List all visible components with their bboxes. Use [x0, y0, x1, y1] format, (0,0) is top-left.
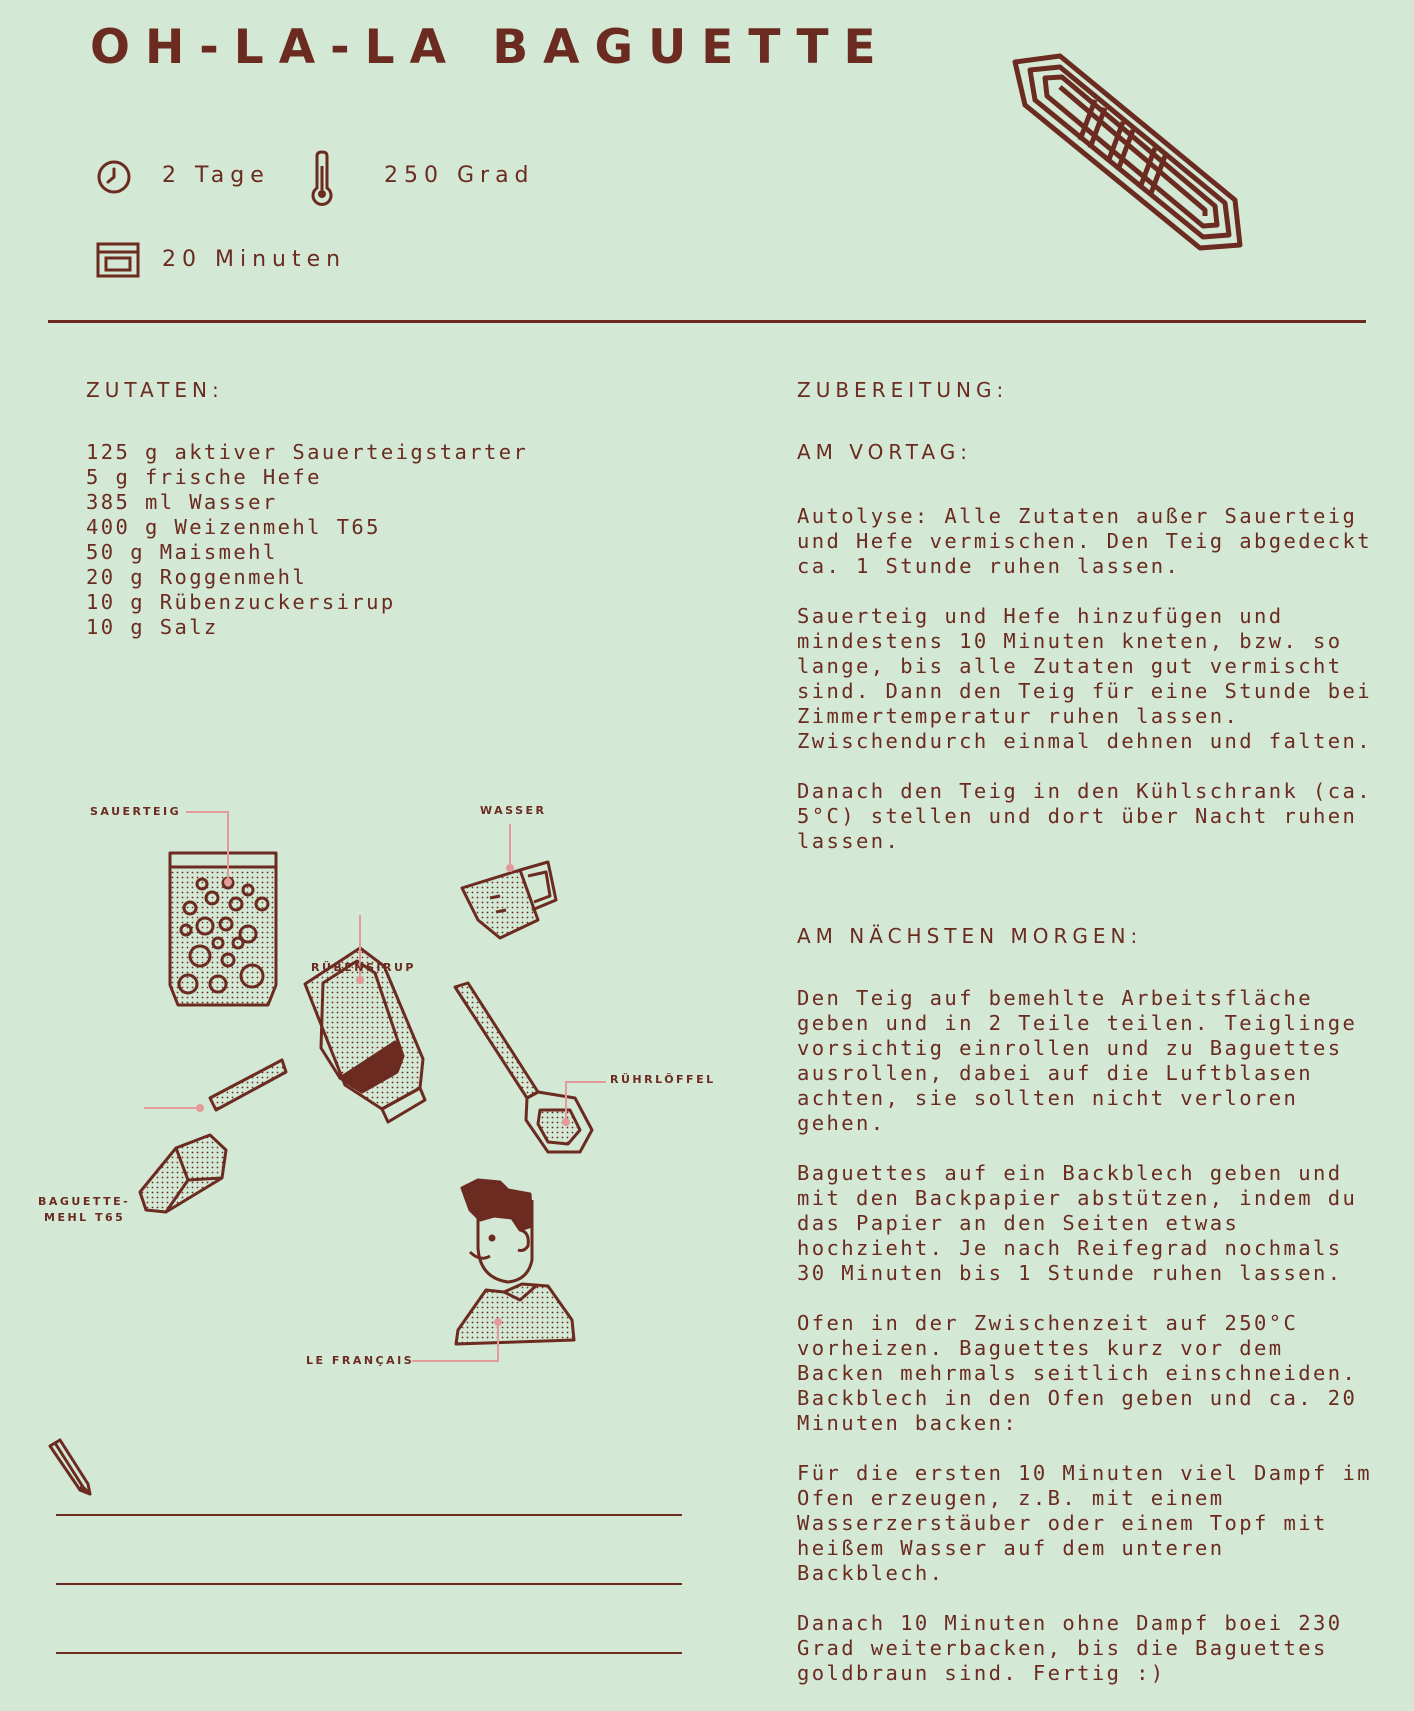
day-before-heading: AM VORTAG: [797, 440, 973, 464]
clock-icon [96, 159, 132, 195]
ingredient-item: 125 g aktiver Sauerteigstarter [86, 440, 529, 464]
preparation-heading: ZUBEREITUNG: [797, 378, 1009, 402]
ingredient-item: 50 g Maismehl [86, 540, 278, 564]
thermometer-icon [309, 150, 335, 206]
note-line[interactable] [56, 1652, 682, 1654]
bake-time-value: 20 Minuten [162, 247, 347, 272]
ingredient-item: 400 g Weizenmehl T65 [86, 515, 381, 539]
note-line[interactable] [56, 1583, 682, 1585]
water-jug-icon [462, 862, 556, 938]
ingredient-item: 10 g Rübenzuckersirup [86, 590, 396, 614]
ingredient-item: 385 ml Wasser [86, 490, 278, 514]
pencil-icon [46, 1436, 96, 1496]
step-paragraph: Baguettes auf ein Backblech geben und mit den Backpapier abstützen, indem du das Papier an den Seiten etwas hochzieht. Je nach Reifegrad nochmals 30 Minuten bis 1 Stunde ruhen lassen. [797, 1161, 1358, 1285]
ingredient-item: 5 g frische Hefe [86, 465, 322, 489]
header-divider [48, 320, 1366, 323]
step-paragraph: Den Teig auf bemehlte Arbeitsfläche geben und in 2 Teile teilen. Teiglinge vorsichtig einrollen und zu Baguettes ausrollen, dabei auf die Luftblasen achten, sie sollten nicht verloren gehen. [797, 986, 1358, 1135]
sourdough-jar-icon [170, 853, 276, 1005]
note-line[interactable] [56, 1514, 682, 1516]
ingredient-item: 10 g Salz [86, 615, 219, 639]
step-paragraph: Autolyse: Alle Zutaten außer Sauerteig und Hefe vermischen. Den Teig abgedeckt ca. 1 Stunde ruhen lassen. [797, 504, 1372, 578]
next-morning-heading: AM NÄCHSTEN MORGEN: [797, 924, 1143, 948]
temperature-value: 250 Grad [384, 163, 535, 188]
ingredients-heading: ZUTATEN: [86, 378, 224, 402]
step-paragraph: Danach den Teig in den Kühlschrank (ca. 5°C) stellen und dort über Nacht ruhen lassen. [797, 779, 1372, 853]
label-sauerteig: SAUERTEIG [90, 805, 182, 818]
time-value: 2 Tage [162, 163, 270, 188]
flour-scoop-icon [140, 1060, 286, 1212]
step-paragraph: Sauerteig und Hefe hinzufügen und mindestens 10 Minuten kneten, bzw. so lange, bis alle Zutaten gut vermischt sind. Dann den Teig für eine Stunde bei Zimmertemperatur ruhen lassen. Zwischendurch einmal dehnen und falten. [797, 604, 1372, 753]
label-baguettemehl-line1: BAGUETTE- [38, 1195, 131, 1208]
step-paragraph: Für die ersten 10 Minuten viel Dampf im Ofen erzeugen, z.B. mit einem Wasserzerstäuber oder einem Topf mit heißem Wasser auf dem unteren Backblech. [797, 1461, 1372, 1585]
label-le-francais: LE FRANÇAIS [306, 1354, 415, 1367]
baguette-logo-icon [1005, 50, 1250, 260]
person-illustration-icon [456, 1180, 574, 1344]
page-title: OH-LA-LA BAGUETTE [90, 20, 891, 75]
step-paragraph: Danach 10 Minuten ohne Dampf boei 230 Grad weiterbacken, bis die Baguettes goldbraun sind. Fertig :) [797, 1611, 1343, 1685]
oven-icon [96, 242, 140, 278]
ingredients-list [86, 440, 528, 640]
step-paragraph: Ofen in der Zwischenzeit auf 250°C vorheizen. Baguettes kurz vor dem Backen mehrmals seitlich einschneiden. Backblech in den Ofen geben und ca. 20 Minuten backen: [797, 1311, 1358, 1435]
ingredient-item: 20 g Roggenmehl [86, 565, 308, 589]
label-wasser: WASSER [480, 804, 547, 817]
label-ruehrloeffel: RÜHRLÖFFEL [610, 1073, 716, 1086]
label-baguettemehl-line2: MEHL T65 [44, 1211, 126, 1224]
next-morning-steps [797, 986, 1397, 1711]
day-before-steps [797, 504, 1397, 879]
label-ruebensirup: RÜBENSIRUP [311, 961, 416, 974]
wooden-spoon-icon [455, 983, 592, 1152]
